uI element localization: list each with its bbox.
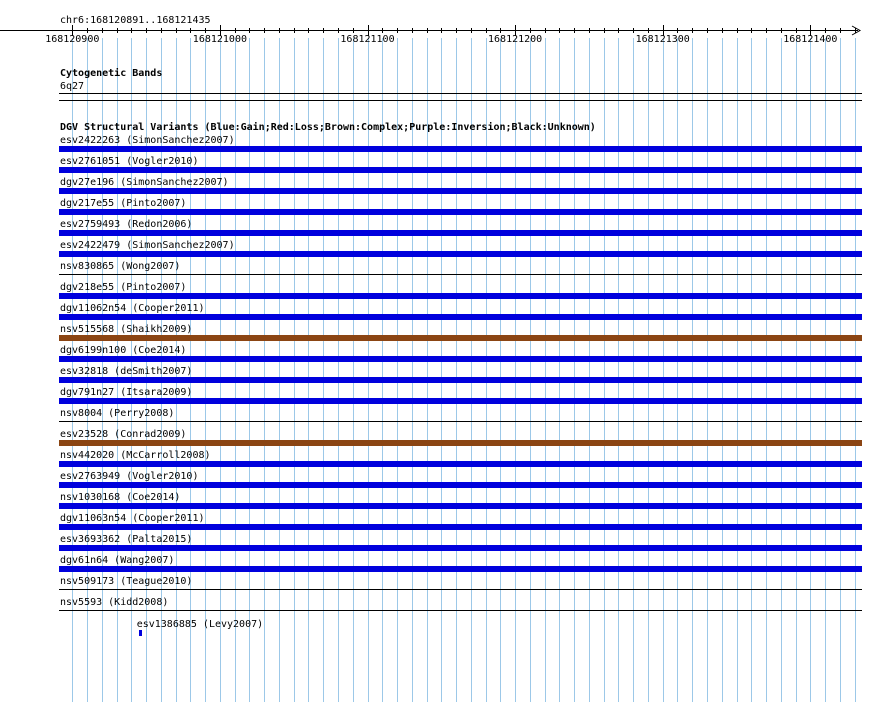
variant-bar[interactable]: [59, 335, 862, 341]
variant-label[interactable]: dgv11063n54 (Cooper2011): [60, 513, 205, 524]
row-divider: [59, 589, 862, 590]
ruler-tick-label: 168121400: [783, 34, 838, 45]
variant-label[interactable]: esv3693362 (Palta2015): [60, 534, 193, 545]
variant-bar[interactable]: [59, 398, 862, 404]
row-divider: [59, 610, 862, 611]
ruler-tick-label: 168121200: [488, 34, 543, 45]
variant-bar[interactable]: [59, 566, 862, 572]
variant-bar[interactable]: [59, 545, 862, 551]
variant-label[interactable]: esv2422479 (SimonSanchez2007): [60, 240, 235, 251]
variant-label[interactable]: esv1386885 (Levy2007): [136, 619, 264, 630]
ruler-tick-label: 168121300: [635, 34, 690, 45]
variant-label[interactable]: dgv791n27 (Itsara2009): [60, 387, 193, 398]
variant-bar[interactable]: [59, 146, 862, 152]
variant-bar[interactable]: [59, 293, 862, 299]
row-divider: [59, 421, 862, 422]
variant-label[interactable]: dgv218e55 (Pinto2007): [60, 282, 187, 293]
variant-bar[interactable]: [59, 251, 862, 257]
variant-bar[interactable]: [59, 188, 862, 194]
dgv-track-title[interactable]: DGV Structural Variants (Blue:Gain;Red:Loss;Brown:Complex;Purple:Inversion;Black:Unknown): [60, 122, 596, 133]
row-divider: [59, 274, 862, 275]
variant-bar[interactable]: [59, 167, 862, 173]
variant-label[interactable]: esv2761051 (Vogler2010): [60, 156, 199, 167]
variant-label[interactable]: esv2763949 (Vogler2010): [60, 471, 199, 482]
variant-label[interactable]: esv23528 (Conrad2009): [60, 429, 187, 440]
ruler-tick-label: 168120900: [45, 34, 100, 45]
cytoband-line: [59, 93, 862, 94]
variant-label[interactable]: nsv8004 (Perry2008): [60, 408, 175, 419]
variant-label[interactable]: nsv5593 (Kidd2008): [60, 597, 169, 608]
locus-title: chr6:168120891..168121435: [60, 15, 211, 26]
variant-label[interactable]: dgv217e55 (Pinto2007): [60, 198, 187, 209]
variant-bar[interactable]: [59, 503, 862, 509]
variant-label[interactable]: nsv515568 (Shaikh2009): [60, 324, 193, 335]
variant-label[interactable]: nsv509173 (Teague2010): [60, 576, 193, 587]
variant-label[interactable]: dgv11062n54 (Cooper2011): [60, 303, 205, 314]
variant-bar[interactable]: [139, 630, 142, 636]
variant-bar[interactable]: [59, 314, 862, 320]
cytoband-bottom-line: [59, 100, 862, 101]
variant-label[interactable]: dgv27e196 (SimonSanchez2007): [60, 177, 229, 188]
variant-bar[interactable]: [59, 482, 862, 488]
variant-bar[interactable]: [59, 524, 862, 530]
variant-label[interactable]: dgv6199n100 (Coe2014): [60, 345, 187, 356]
variant-label[interactable]: esv2422263 (SimonSanchez2007): [60, 135, 235, 146]
variant-bar[interactable]: [59, 209, 862, 215]
variant-label[interactable]: dgv61n64 (Wang2007): [60, 555, 175, 566]
variant-label[interactable]: nsv442020 (McCarroll2008): [60, 450, 211, 461]
cytoband-label: 6q27: [60, 81, 85, 92]
variant-label[interactable]: nsv830865 (Wong2007): [60, 261, 181, 272]
ruler-tick-label: 168121100: [340, 34, 395, 45]
variant-bar[interactable]: [59, 461, 862, 467]
cytoband-track-title[interactable]: Cytogenetic Bands: [60, 68, 163, 79]
variant-label[interactable]: nsv1030168 (Coe2014): [60, 492, 181, 503]
variant-bar[interactable]: [59, 230, 862, 236]
variant-bar[interactable]: [59, 377, 862, 383]
variant-label[interactable]: esv32818 (deSmith2007): [60, 366, 193, 377]
coordinate-ruler[interactable]: [0, 24, 890, 36]
ruler-tick-label: 168121000: [192, 34, 247, 45]
variant-bar[interactable]: [59, 356, 862, 362]
variant-bar[interactable]: [59, 440, 862, 446]
variant-label[interactable]: esv2759493 (Redon2006): [60, 219, 193, 230]
